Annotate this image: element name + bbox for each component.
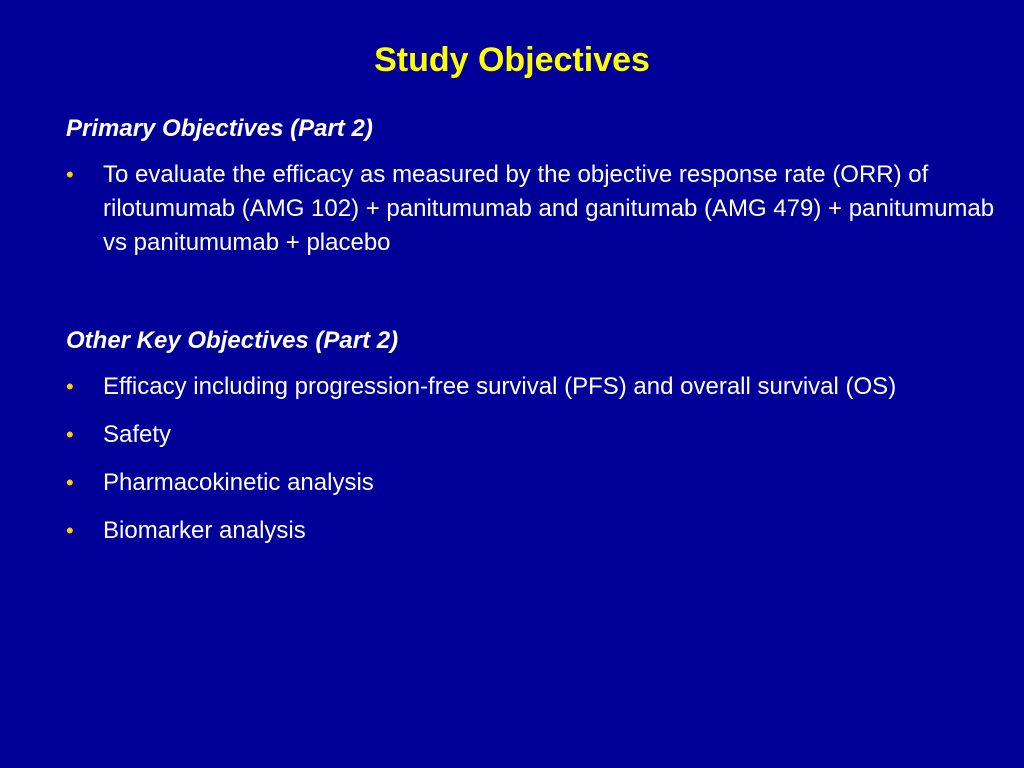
bullet-text: Safety (103, 421, 172, 448)
bullet-icon: • (66, 470, 74, 495)
bullet-item (66, 418, 996, 452)
bullet-text: Pharmacokinetic analysis (103, 469, 374, 496)
bullet-list (66, 370, 996, 548)
bullet-icon: • (66, 518, 74, 543)
section-heading: Primary Objectives (Part 2) (66, 115, 373, 142)
bullet-item (66, 370, 996, 404)
bullet-text: Efficacy including progression-free survival (PFS) and overall survival (OS) (103, 373, 897, 400)
bullet-item (66, 466, 996, 500)
other-key-objectives-section (66, 326, 996, 548)
slide-title: Study Objectives (374, 41, 650, 79)
bullet-icon: • (66, 374, 74, 399)
bullet-icon: • (66, 162, 74, 187)
section-heading: Other Key Objectives (Part 2) (66, 327, 399, 354)
bullet-item (66, 514, 996, 548)
bullet-list (66, 158, 996, 260)
bullet-icon: • (66, 422, 74, 447)
bullet-text: Biomarker analysis (103, 517, 306, 544)
bullet-text: To evaluate the efficacy as measured by the objective response rate (ORR) of rilotumumab (AMG 102) + panitumumab and ganitumab (AMG 479) + panitumumab vs panitumumab + placebo (103, 161, 995, 256)
bullet-item (66, 158, 996, 260)
primary-objectives-section (66, 114, 996, 260)
